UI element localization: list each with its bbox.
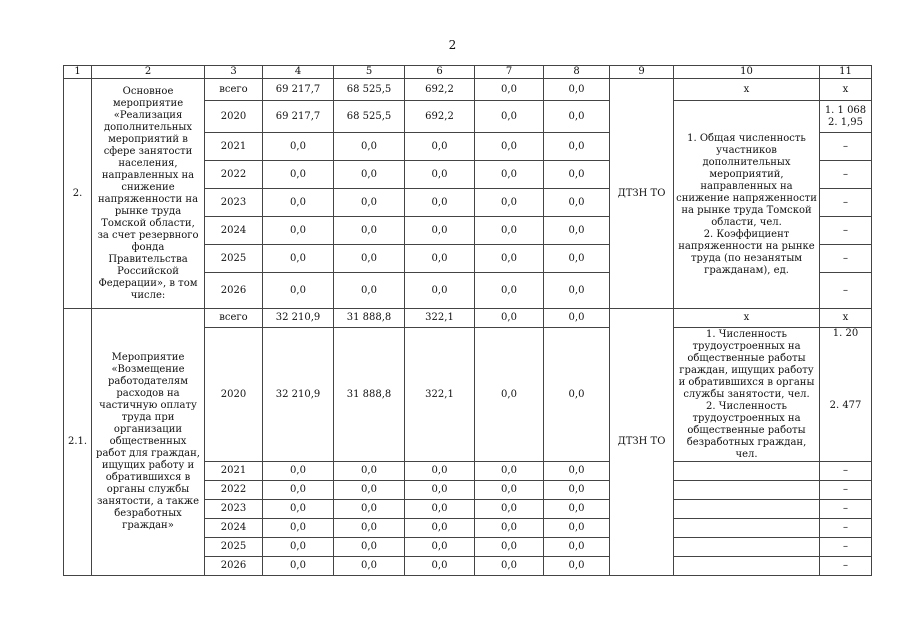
target-value-2: 2. 477 xyxy=(829,400,862,411)
year-cell: всего xyxy=(205,309,263,328)
regional-amount: 692,2 xyxy=(405,79,475,101)
year-cell: 2020 xyxy=(205,101,263,133)
col-header: 11 xyxy=(820,66,872,79)
federal-amount: 0,0 xyxy=(334,519,405,538)
total-amount: 69 217,7 xyxy=(263,101,334,133)
total-amount: 0,0 xyxy=(263,161,334,189)
other-amount: 0,0 xyxy=(544,245,610,273)
total-amount: 0,0 xyxy=(263,189,334,217)
local-amount: 0,0 xyxy=(475,133,544,161)
col-header: 2 xyxy=(92,66,205,79)
col-header: 4 xyxy=(263,66,334,79)
regional-amount: 322,1 xyxy=(405,309,475,328)
federal-amount: 0,0 xyxy=(334,462,405,481)
other-amount: 0,0 xyxy=(544,273,610,309)
col-header: 3 xyxy=(205,66,263,79)
total-amount: 32 210,9 xyxy=(263,309,334,328)
local-amount: 0,0 xyxy=(475,309,544,328)
target-values: 1. 1 068 2. 1,95 xyxy=(820,101,872,133)
target-dash: – xyxy=(820,133,872,161)
other-amount: 0,0 xyxy=(544,101,610,133)
federal-amount: 0,0 xyxy=(334,481,405,500)
year-cell: 2021 xyxy=(205,462,263,481)
col-header: 8 xyxy=(544,66,610,79)
indicator-empty xyxy=(674,538,820,557)
local-amount: 0,0 xyxy=(475,101,544,133)
indicator-empty xyxy=(674,557,820,576)
target-dash: – xyxy=(820,217,872,245)
col-header: 9 xyxy=(610,66,674,79)
other-amount: 0,0 xyxy=(544,133,610,161)
indicators-header: х xyxy=(674,309,820,328)
regional-amount: 0,0 xyxy=(405,500,475,519)
total-amount: 32 210,9 xyxy=(263,328,334,462)
year-cell: 2023 xyxy=(205,189,263,217)
other-amount: 0,0 xyxy=(544,500,610,519)
year-cell: 2025 xyxy=(205,538,263,557)
col-header: 7 xyxy=(475,66,544,79)
targets-header: х xyxy=(820,309,872,328)
federal-amount: 0,0 xyxy=(334,161,405,189)
total-amount: 0,0 xyxy=(263,519,334,538)
total-amount: 0,0 xyxy=(263,481,334,500)
local-amount: 0,0 xyxy=(475,481,544,500)
executor: ДТЗН ТО xyxy=(610,79,674,309)
local-amount: 0,0 xyxy=(475,245,544,273)
local-amount: 0,0 xyxy=(475,189,544,217)
other-amount: 0,0 xyxy=(544,519,610,538)
table-row xyxy=(64,79,872,101)
target-dash: – xyxy=(820,161,872,189)
other-amount: 0,0 xyxy=(544,161,610,189)
indicators-header: х xyxy=(674,79,820,101)
local-amount: 0,0 xyxy=(475,519,544,538)
year-cell: 2024 xyxy=(205,519,263,538)
table-row xyxy=(64,309,872,328)
regional-amount: 0,0 xyxy=(405,189,475,217)
year-cell: 2024 xyxy=(205,217,263,245)
target-value-1: 1. 20 xyxy=(832,328,859,339)
indicator-empty xyxy=(674,462,820,481)
target-dash: – xyxy=(820,245,872,273)
executor: ДТЗН ТО xyxy=(610,309,674,576)
col-header: 5 xyxy=(334,66,405,79)
program-table xyxy=(63,65,872,576)
page-number: 2 xyxy=(448,38,457,52)
indicator-empty xyxy=(674,481,820,500)
year-cell: всего xyxy=(205,79,263,101)
indicator-empty xyxy=(674,500,820,519)
target-dash: – xyxy=(820,189,872,217)
federal-amount: 31 888,8 xyxy=(334,328,405,462)
federal-amount: 0,0 xyxy=(334,500,405,519)
regional-amount: 322,1 xyxy=(405,328,475,462)
other-amount: 0,0 xyxy=(544,309,610,328)
target-dash: – xyxy=(820,557,872,576)
year-cell: 2022 xyxy=(205,161,263,189)
total-amount: 0,0 xyxy=(263,273,334,309)
year-cell: 2021 xyxy=(205,133,263,161)
total-amount: 0,0 xyxy=(263,462,334,481)
year-cell: 2026 xyxy=(205,557,263,576)
local-amount: 0,0 xyxy=(475,161,544,189)
target-dash: – xyxy=(820,481,872,500)
year-cell: 2022 xyxy=(205,481,263,500)
regional-amount: 0,0 xyxy=(405,519,475,538)
other-amount: 0,0 xyxy=(544,462,610,481)
other-amount: 0,0 xyxy=(544,217,610,245)
target-dash: – xyxy=(820,519,872,538)
measure-name: Основное мероприятие «Реализация дополнительных мероприятий в сфере занятости населения, направленных на снижение напряженности на рынке труда Томской области, за счет резервного фонда Правительства Российской Федерации», в том числе: xyxy=(92,79,205,309)
target-dash: – xyxy=(820,273,872,309)
regional-amount: 0,0 xyxy=(405,557,475,576)
local-amount: 0,0 xyxy=(475,557,544,576)
other-amount: 0,0 xyxy=(544,481,610,500)
col-header: 1 xyxy=(64,66,92,79)
total-amount: 0,0 xyxy=(263,538,334,557)
local-amount: 0,0 xyxy=(475,538,544,557)
federal-amount: 0,0 xyxy=(334,189,405,217)
regional-amount: 692,2 xyxy=(405,101,475,133)
target-dash: – xyxy=(820,462,872,481)
year-cell: 2026 xyxy=(205,273,263,309)
local-amount: 0,0 xyxy=(475,217,544,245)
total-amount: 0,0 xyxy=(263,500,334,519)
federal-amount: 68 525,5 xyxy=(334,101,405,133)
target-dash: – xyxy=(820,538,872,557)
regional-amount: 0,0 xyxy=(405,245,475,273)
year-cell: 2025 xyxy=(205,245,263,273)
regional-amount: 0,0 xyxy=(405,481,475,500)
total-amount: 0,0 xyxy=(263,217,334,245)
local-amount: 0,0 xyxy=(475,500,544,519)
regional-amount: 0,0 xyxy=(405,217,475,245)
local-amount: 0,0 xyxy=(475,79,544,101)
total-amount: 0,0 xyxy=(263,245,334,273)
local-amount: 0,0 xyxy=(475,328,544,462)
local-amount: 0,0 xyxy=(475,462,544,481)
regional-amount: 0,0 xyxy=(405,133,475,161)
indicator-list: 1. Численность трудоустроенных на общественные работы граждан, ищущих работу и обратившихся в органы службы занятости, чел. 2. Численность трудоустроенных на общественные работы безработных граждан, чел. xyxy=(674,328,820,462)
target-dash: – xyxy=(820,500,872,519)
measure-number: 2. xyxy=(64,79,92,309)
total-amount: 0,0 xyxy=(263,133,334,161)
measure-name: Мероприятие «Возмещение работодателям расходов на частичную оплату труда при организации общественных работ для граждан, ищущих работу и обратившихся в органы службы занятости, а также безработных граждан» xyxy=(92,309,205,576)
total-amount: 69 217,7 xyxy=(263,79,334,101)
federal-amount: 0,0 xyxy=(334,538,405,557)
col-header: 6 xyxy=(405,66,475,79)
federal-amount: 31 888,8 xyxy=(334,309,405,328)
other-amount: 0,0 xyxy=(544,79,610,101)
measure-number: 2.1. xyxy=(64,309,92,576)
other-amount: 0,0 xyxy=(544,538,610,557)
federal-amount: 68 525,5 xyxy=(334,79,405,101)
federal-amount: 0,0 xyxy=(334,557,405,576)
target-values xyxy=(820,328,872,462)
federal-amount: 0,0 xyxy=(334,133,405,161)
col-header: 10 xyxy=(674,66,820,79)
indicator-list: 1. Общая численность участников дополнительных мероприятий, направленных на снижение напряженности на рынке труда Томской области, чел. 2. Коэффициент напряженности на рынке труда (по незанятым гражданам), ед. xyxy=(674,101,820,309)
column-number-row xyxy=(64,66,872,79)
other-amount: 0,0 xyxy=(544,557,610,576)
regional-amount: 0,0 xyxy=(405,161,475,189)
local-amount: 0,0 xyxy=(475,273,544,309)
regional-amount: 0,0 xyxy=(405,538,475,557)
federal-amount: 0,0 xyxy=(334,273,405,309)
federal-amount: 0,0 xyxy=(334,245,405,273)
other-amount: 0,0 xyxy=(544,189,610,217)
targets-header: х xyxy=(820,79,872,101)
total-amount: 0,0 xyxy=(263,557,334,576)
year-cell: 2023 xyxy=(205,500,263,519)
regional-amount: 0,0 xyxy=(405,273,475,309)
federal-amount: 0,0 xyxy=(334,217,405,245)
other-amount: 0,0 xyxy=(544,328,610,462)
year-cell: 2020 xyxy=(205,328,263,462)
indicator-empty xyxy=(674,519,820,538)
regional-amount: 0,0 xyxy=(405,462,475,481)
